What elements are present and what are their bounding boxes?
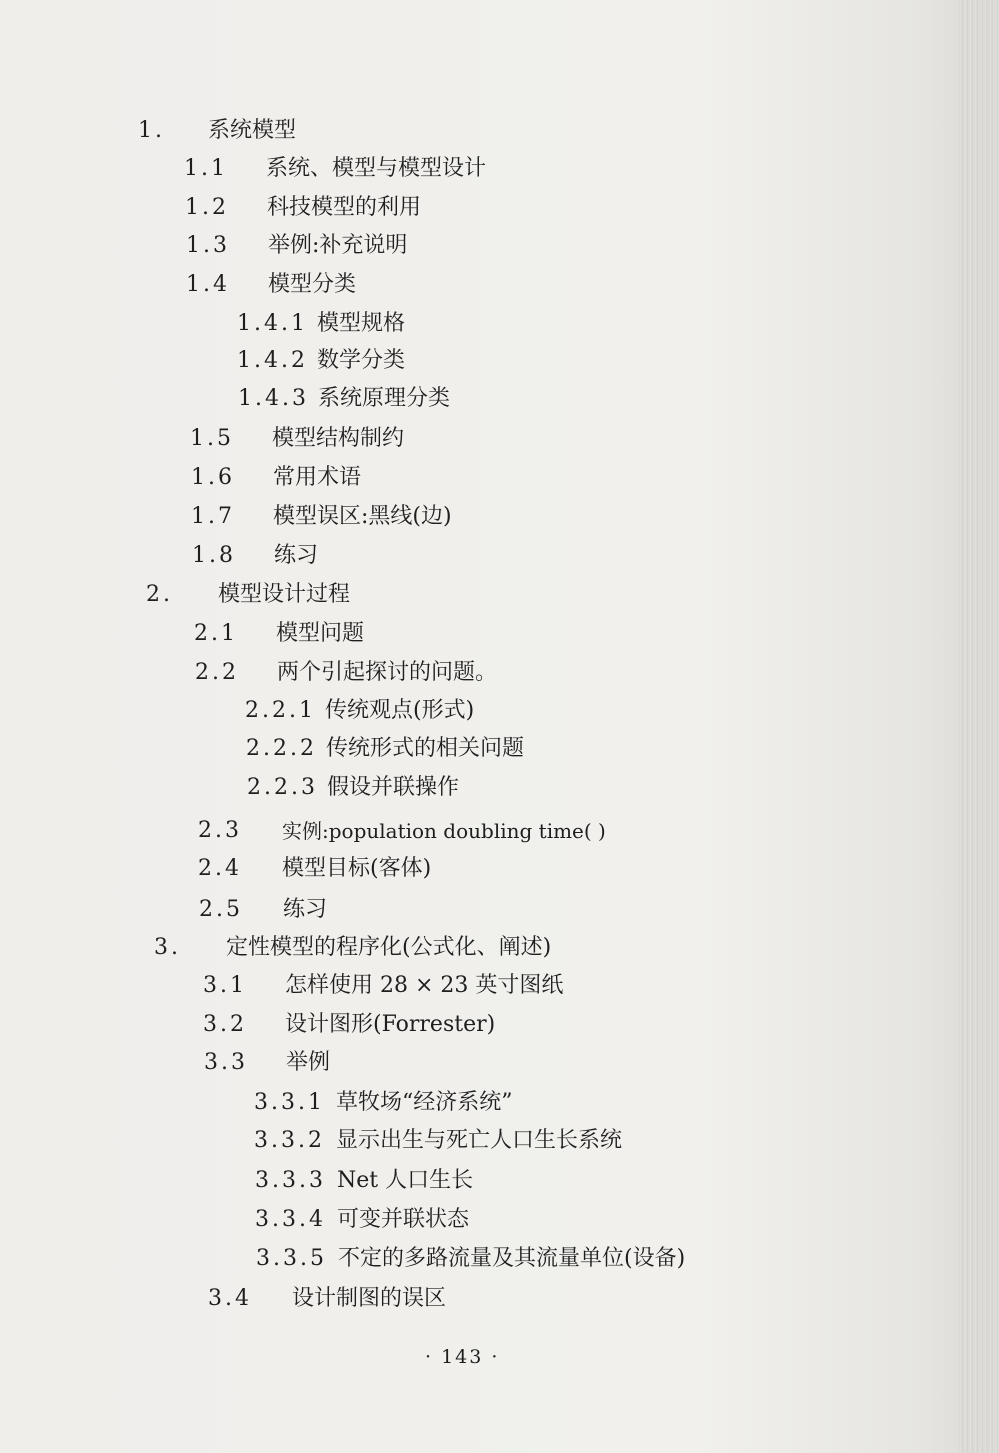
toc-number: 1.1 [184,156,228,181]
page-number: · 143 · [425,1346,500,1368]
toc-title: 练习 [283,897,328,922]
toc-number: 2.2 [195,660,239,685]
toc-number: 2. [146,582,173,607]
toc-number: 1.4.3 [238,386,309,411]
toc-title: 不定的多路流量及其流量单位(设备) [338,1246,686,1271]
toc-number: 1.7 [191,504,235,529]
toc-title: 可变并联状态 [337,1207,470,1232]
toc-number: 3.3.5 [256,1246,327,1271]
toc-number: 1.5 [190,426,234,451]
toc-title: 传统形式的相关问题 [326,736,525,761]
toc-title: 怎样使用 28 × 23 英寸图纸 [285,973,564,998]
toc-number: 1.6 [191,465,235,490]
toc-number: 1.4.2 [237,348,308,373]
toc-number: 3.3.2 [254,1128,325,1153]
toc-number: 2.2.1 [245,698,316,723]
toc-title: 模型结构制约 [272,426,405,451]
toc-title: 草牧场“经济系统” [336,1090,513,1115]
toc-title: 数学分类 [317,348,406,373]
toc-number: 3.3 [204,1050,248,1075]
toc-title: 常用术语 [273,465,362,490]
toc-number: 2.4 [198,856,242,881]
toc-title: 模型误区:黑线(边) [273,504,452,529]
toc-number: 1.4 [186,272,230,297]
toc-number: 3. [154,935,181,960]
toc-number: 3.3.1 [254,1090,325,1115]
toc-title: 模型分类 [268,272,357,297]
toc-title: 系统模型 [208,118,297,143]
toc-title: 系统、模型与模型设计 [266,156,487,181]
toc-number: 2.2.3 [247,775,318,800]
toc-number: 1.8 [192,543,236,568]
toc-number: 1.4.1 [237,311,308,336]
toc-title: 实例:population doubling time( ) [282,819,606,843]
toc-title: 练习 [274,543,319,568]
toc-number: 2.1 [194,621,238,646]
toc-number: 1. [138,118,165,143]
toc-number: 3.4 [208,1286,252,1311]
toc-title: 科技模型的利用 [267,195,422,220]
toc-title: 传统观点(形式) [325,698,475,723]
toc-number: 2.5 [199,897,243,922]
toc-number: 2.2.2 [246,736,317,761]
toc-title: 两个引起探讨的问题。 [277,660,498,685]
toc-title: 系统原理分类 [318,386,451,411]
toc-title: 举例:补充说明 [268,233,408,258]
toc-title: 定性模型的程序化(公式化、阐述) [226,935,552,960]
toc-number: 2.3 [198,818,242,843]
page-edge-shadow [959,0,999,1453]
toc-number: 1.3 [186,233,230,258]
toc-title: 假设并联操作 [327,775,460,800]
toc-number: 3.3.3 [255,1168,326,1193]
toc-number: 3.2 [203,1012,247,1037]
toc-number: 3.3.4 [255,1207,326,1232]
toc-title: 模型目标(客体) [282,856,432,881]
toc-title: 设计制图的误区 [292,1286,447,1311]
toc-title: 设计图形(Forrester) [285,1012,496,1037]
toc-title: 举例 [286,1050,331,1075]
toc-number: 1.2 [185,195,229,220]
toc-title: 模型规格 [317,311,406,336]
toc-title: Net 人口生长 [337,1168,474,1193]
toc-title: 显示出生与死亡人口生长系统 [336,1128,623,1153]
toc-title: 模型问题 [276,621,365,646]
toc-title: 模型设计过程 [218,582,351,607]
toc-number: 3.1 [203,973,247,998]
